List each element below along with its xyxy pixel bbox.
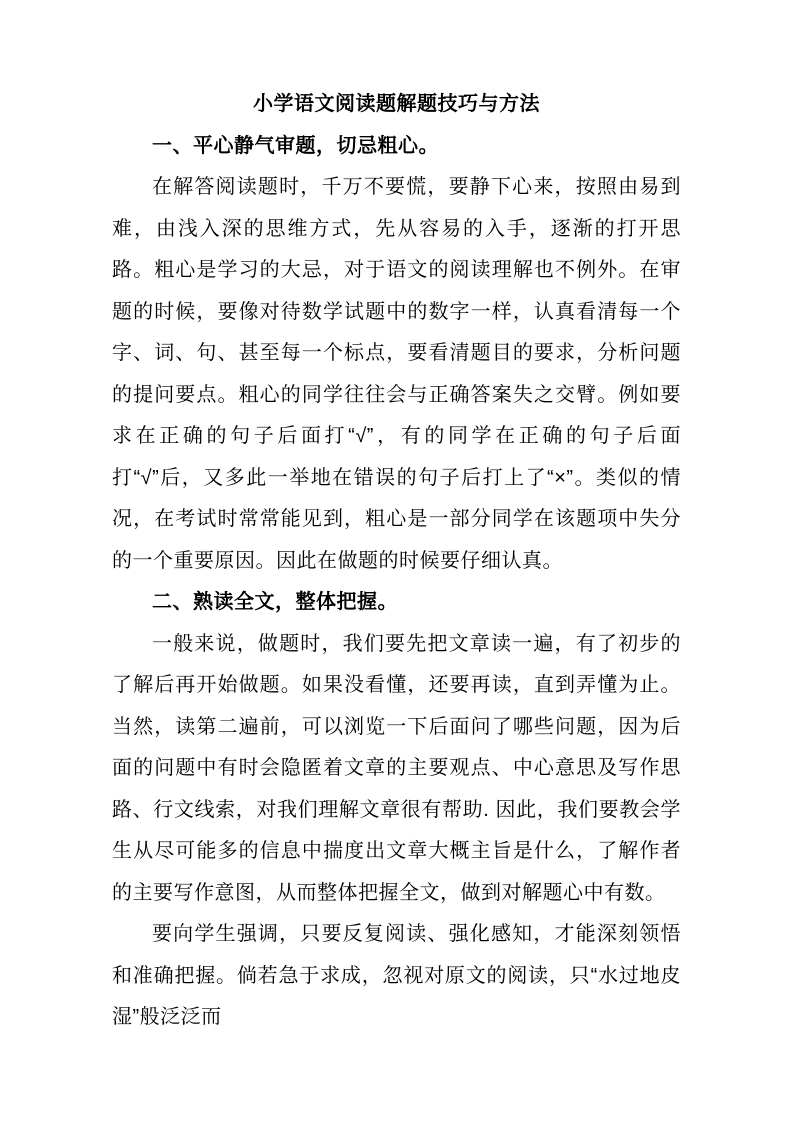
section-1-heading: 一、平心静气审题，切忌粗心。 — [152, 134, 439, 157]
section-2-paragraph-1: 一般来说，做题时，我们要先把文章读一遍，有了初步的了解后再开始做题。如果没看懂，还要再读，直到弄懂为止。当然，读第二遍前，可以浏览一下后面问了哪些问题，因为后面的问题中有时会隐匿着文章的主要观点、中心意思及写作思路、行文线索，对我们理解文章很有帮助. 因此，我们要教会学生从尽可能多的信息中揣度出文章大概主旨是什么，了解作者的主要写作意图，从而整体把握全文，做到对解题心中有数。 — [112, 632, 681, 904]
section-2-heading: 二、熟读全文，整体把握。 — [152, 591, 398, 613]
section-1-paragraph-1: 在解答阅读题时，千万不要慌，要静下心来，按照由易到难，由浅入深的思维方式，先从容易的入手，逐渐的打开思路。粗心是学习的大忌，对于语文的阅读理解也不例外。在审题的时候，要像对待数学试题中的数字一样，认真看清每一个字、词、句、甚至每一个标点，要看清题目的要求，分析问题的提问要点。粗心的同学往往会与正确答案失之交臂。例如要求在正确的句子后面打“√”，有的同学在正确的句子后面打“√”后，又多此一举地在错误的句子后打上了“×”。类似的情况，在考试时常常能见到，粗心是一部分同学在该题项中失分的一个重要原因。因此在做题的时候要仔细认真。 — [112, 176, 681, 572]
document-title: 小学语文阅读题解题技巧与方法 — [253, 93, 540, 115]
section-2-paragraph-2: 要向学生强调，只要反复阅读、强化感知，才能深刻领悟和准确把握。倘若急于求成，忽视对原文的阅读，只“水过地皮湿”般泛泛而 — [112, 923, 681, 1028]
